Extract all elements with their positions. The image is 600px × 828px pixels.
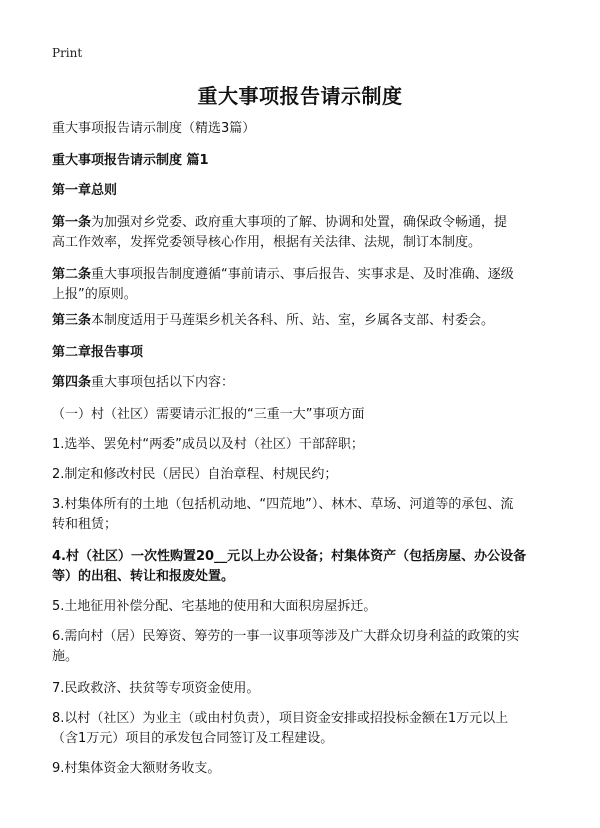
- article-3-line: [52, 310, 552, 332]
- article-3-lead: 第三条: [52, 313, 92, 328]
- list-item-9: 9.村集体资金大额财务收支。: [52, 761, 221, 776]
- list-item-8-line-2: （含1万元）项目的承发包合同签订及工程建设。: [52, 731, 334, 746]
- list-item-4-line-2: 等）的出租、转让和报废处置。: [52, 569, 235, 584]
- list-item-4-line-1: 4.村（社区）一次性购置20__元以上办公设备；村集体资产（包括房屋、办公设备: [52, 549, 527, 564]
- list-item-7: 7.民政救济、扶贫等专项资金使用。: [52, 681, 260, 696]
- article-1-text: 为加强对乡党委、政府重大事项的了解、协调和处置，确保政令畅通，提: [91, 215, 508, 230]
- article-2-line-1: [52, 264, 552, 286]
- section-heading: 重大事项报告请示制度 篇1: [52, 153, 209, 168]
- chapter-heading-2: 第二章报告事项: [52, 345, 144, 360]
- list-item-1: 1.选举、罢免村“两委”成员以及村（社区）干部辞职；: [52, 437, 364, 452]
- document-title: 重大事项报告请示制度: [197, 84, 403, 108]
- print-link[interactable]: Print: [52, 46, 83, 60]
- list-item-3-line-2: 转和租赁；: [52, 517, 118, 532]
- list-item-6-line-1: 6.需向村（居）民筹资、筹劳的一事一议事项等涉及广大群众切身利益的政策的实: [52, 629, 520, 644]
- list-item-6-line-2: 施。: [52, 649, 79, 664]
- document-subtitle: 重大事项报告请示制度（精选3篇）: [52, 121, 256, 136]
- chapter-heading-1: 第一章总则: [52, 183, 118, 198]
- article-2-lead: 第二条: [52, 267, 92, 282]
- article-4-line: [52, 372, 552, 394]
- item-intro: （一）村（社区）需要请示汇报的“三重一大”事项方面: [52, 407, 365, 422]
- article-1-line-2: 高工作效率，发挥党委领导核心作用，根据有关法律、法规，制订本制度。: [52, 235, 482, 250]
- article-1-lead: 第一条: [52, 215, 92, 230]
- article-4-text: 重大事项包括以下内容：: [91, 375, 235, 390]
- article-3-text: 本制度适用于马莲渠乡机关各科、所、站、室，乡属各支部、村委会。: [91, 313, 495, 328]
- article-2-line-2: 上报”的原则。: [52, 287, 137, 302]
- list-item-5: 5.土地征用补偿分配、宅基地的使用和大面积房屋拆迁。: [52, 599, 377, 614]
- article-2-text: 重大事项报告制度遵循“事前请示、事后报告、实事求是、及时准确、逐级: [91, 267, 514, 282]
- list-item-8-line-1: 8.以村（社区）为业主（或由村负责），项目资金安排或招投标金额在1万元以上: [52, 711, 509, 726]
- article-1-line-1: [52, 212, 552, 234]
- list-item-3-line-1: 3.村集体所有的土地（包括机动地、“四荒地”）、林木、草场、河道等的承包、流: [52, 497, 514, 512]
- list-item-2: 2.制定和修改村民（居民）自治章程、村规民约；: [52, 467, 338, 482]
- article-4-lead: 第四条: [52, 375, 92, 390]
